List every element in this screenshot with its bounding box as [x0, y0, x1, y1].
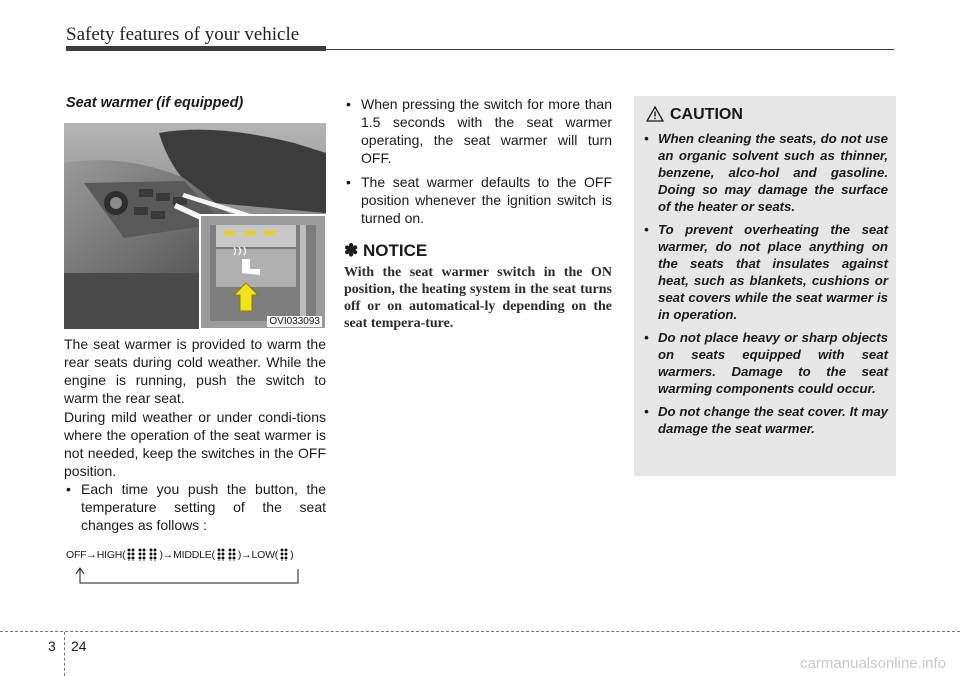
- left-paragraph-2: During mild weather or under condi-tions where the operation of the seat warmer is not needed, keep the switches in the OFF position.: [64, 409, 326, 479]
- footer-divider: [64, 632, 65, 676]
- seq-off: OFF: [66, 548, 87, 561]
- watermark: carmanualsonline.info: [800, 655, 946, 672]
- caution-item: • Do not change the seat cover. It may damage the seat warmer.: [644, 403, 888, 437]
- notice-text: With the seat warmer switch in the ON position, the heating system in the seat turns off or on automatical-ly depending on the seat tempera-ture.: [344, 265, 612, 331]
- header-title: Safety features of your vehicle: [66, 24, 300, 45]
- left-paragraph-1: The seat warmer is provided to warm the rear seats during cold weather. While the engine is running, push the switch to warm the rear seat.: [64, 336, 326, 406]
- seq-close-1: ): [159, 548, 163, 561]
- seq-arrow-2: →: [162, 548, 174, 561]
- notice-heading: ✽ NOTICE: [344, 241, 428, 260]
- header-rule-thin: [326, 49, 894, 50]
- right-bullet-2: • The seat warmer defaults to the OFF position whenever the ignition switch is turned on.: [344, 173, 612, 227]
- caution-item: • To prevent overheating the seat warmer, do not place anything on the seats that insulates against heat, such as blankets, cushions or seat covers while the seat warmer is in operation.: [644, 221, 888, 323]
- left-bullet-1: • Each time you push the button, the temperature setting of the seat changes as follows :: [64, 480, 326, 534]
- left-bullet-list: [64, 480, 326, 540]
- seq-close-2: ): [237, 548, 242, 561]
- low-indicator-icon: [280, 548, 288, 561]
- high-indicator-icon: [127, 548, 157, 561]
- caution-box: [634, 96, 896, 476]
- middle-indicator-icon: [217, 548, 236, 561]
- caution-item: • Do not place heavy or sharp objects on seats equipped with seat warmers. Damage to the seat warming components could occur.: [644, 329, 888, 397]
- footer-rule: [0, 631, 960, 632]
- seq-low: LOW(: [251, 548, 279, 561]
- section-title: Seat warmer (if equipped): [66, 95, 244, 111]
- figure-code: OVI033093: [269, 316, 320, 327]
- right-bullet-list: [344, 95, 612, 233]
- right-bullet-1: • When pressing the switch for more than 1.5 seconds with the seat warmer operating, the seat warmer will turn OFF.: [344, 95, 612, 167]
- caution-heading: CAUTION: [670, 106, 743, 123]
- header-rule-thick: [66, 46, 326, 51]
- page-number: 24: [71, 638, 87, 654]
- seat-console-illustration: [64, 123, 326, 329]
- temperature-sequence: [66, 548, 293, 561]
- page-section-number: 3: [48, 638, 56, 654]
- seq-arrow-1: →: [86, 548, 97, 561]
- warning-triangle-icon: [646, 106, 664, 122]
- seq-close-3: ): [290, 548, 294, 561]
- seat-warmer-photo: [64, 123, 326, 329]
- seq-arrow-3: →: [241, 548, 252, 561]
- sequence-return-line: [72, 566, 304, 586]
- caution-item: • When cleaning the seats, do not use an organic solvent such as thinner, benzene, alco-hol and gasoline. Doing so may damage the surface of the heater or seats.: [644, 130, 888, 215]
- caution-list: [644, 130, 888, 443]
- seq-middle: MIDDLE(: [173, 548, 215, 561]
- seq-high: HIGH(: [96, 548, 126, 561]
